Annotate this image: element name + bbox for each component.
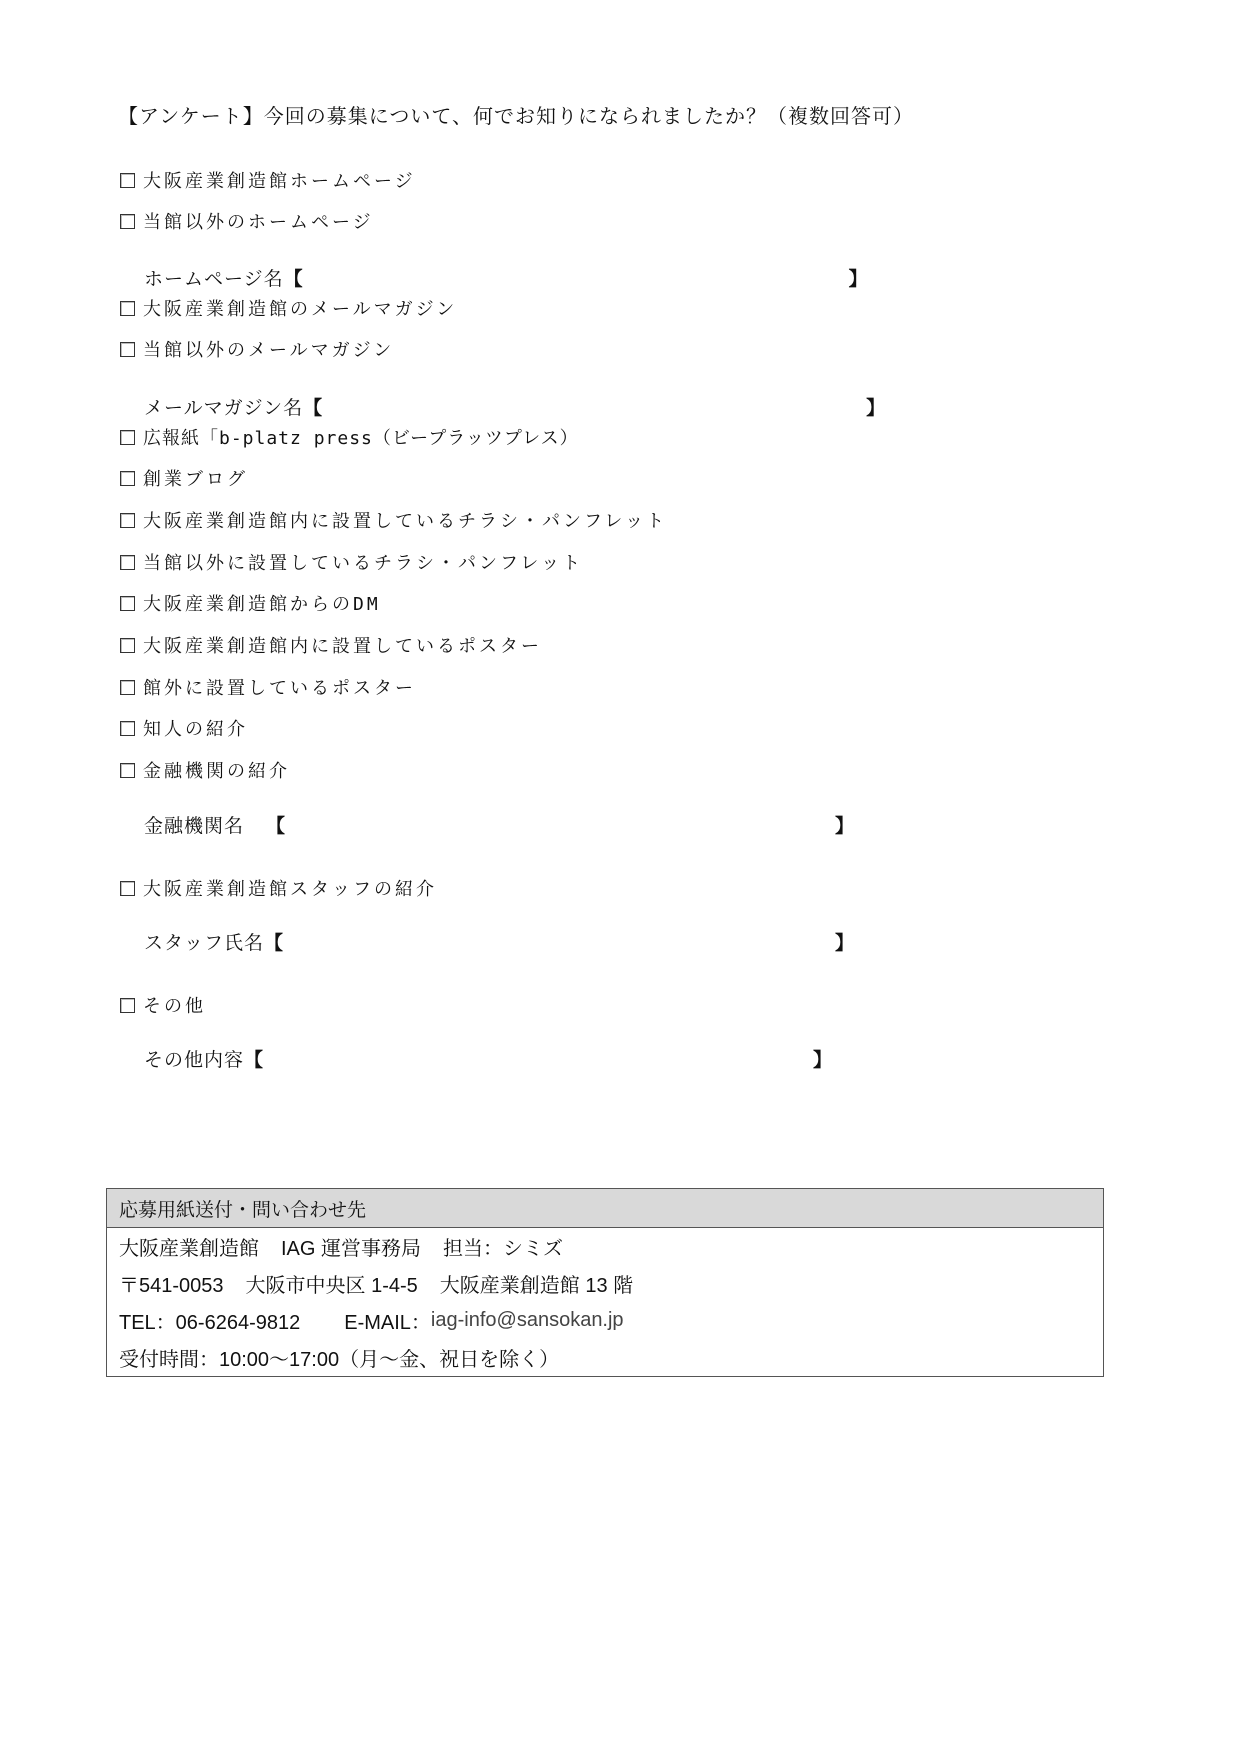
address: 大阪市中央区 1-4-5 [245, 1275, 418, 1297]
option-label: 大阪産業創造館内に設置しているポスター [143, 636, 542, 657]
option-label: 大阪産業創造館内に設置しているチラシ・パンフレット [143, 511, 668, 532]
checkbox[interactable] [120, 998, 135, 1013]
checkbox[interactable] [120, 342, 135, 357]
option-label: 知人の紹介 [143, 719, 248, 740]
other-content-input[interactable] [263, 1045, 813, 1071]
checkbox[interactable] [120, 638, 135, 653]
bracket-close: 】 [848, 267, 868, 290]
checkbox[interactable] [120, 680, 135, 695]
staff-name-input[interactable] [283, 928, 835, 954]
option-label: 大阪産業創造館スタッフの紹介 [143, 879, 437, 900]
tel: TEL：06-6264-9812 [119, 1312, 301, 1334]
bracket-open: 【 [264, 931, 284, 954]
option-sansokan-mailmag[interactable] [120, 295, 457, 321]
hours: 受付時間：10:00～17:00（月～金、祝日を除く） [119, 1349, 560, 1371]
office-name: IAG 運営事務局 [281, 1238, 422, 1260]
option-startup-blog[interactable] [120, 465, 248, 491]
bracket-open: 【 [303, 396, 323, 419]
contact-hours-line [107, 1339, 1103, 1376]
bracket-open: 【 [266, 814, 286, 837]
option-label: 当館以外のホームページ [143, 212, 374, 233]
option-flyer-outside[interactable] [120, 549, 583, 575]
option-label: 当館以外のメールマガジン [143, 340, 395, 361]
homepage-name-field [144, 263, 868, 291]
contact-address-line [107, 1265, 1103, 1302]
bracket-open: 【 [283, 267, 303, 290]
bracket-close: 】 [813, 1048, 833, 1071]
bracket-close: 】 [866, 396, 886, 419]
option-label: その他 [143, 996, 206, 1017]
option-other-homepage[interactable] [120, 208, 374, 234]
email-link[interactable]: iag-info@sansokan.jp [430, 1309, 624, 1331]
option-other-mailmag[interactable] [120, 336, 394, 362]
bracket-close: 】 [835, 931, 855, 954]
mailmag-name-label: メールマガジン名 [144, 396, 304, 419]
staff-name-field [144, 927, 854, 955]
bracket-close: 】 [835, 814, 855, 837]
postal-code: 〒541-0053 [119, 1275, 224, 1297]
bank-name-input[interactable] [285, 811, 835, 837]
contact-header: 応募用紙送付・問い合わせ先 [107, 1189, 1103, 1228]
option-label: 広報紙「b-platz press（ビープラッツプレス） [143, 428, 579, 449]
option-poster-inside[interactable] [120, 632, 542, 658]
mailmag-name-input[interactable] [322, 393, 866, 419]
other-content-field [144, 1044, 832, 1072]
option-poster-outside[interactable] [120, 674, 416, 700]
org-name: 大阪産業創造館 [119, 1238, 259, 1260]
checkbox[interactable] [120, 513, 135, 528]
option-dm[interactable] [120, 590, 381, 616]
checkbox[interactable] [120, 555, 135, 570]
survey-title: 【アンケート】今回の募集について、何でお知りになられましたか？（複数回答可） [118, 104, 914, 128]
staff-name-label: スタッフ氏名 [144, 931, 265, 954]
option-flyer-inside[interactable] [120, 507, 667, 533]
option-label: 当館以外に設置しているチラシ・パンフレット [143, 553, 584, 574]
option-staff[interactable] [120, 875, 437, 901]
contact-person: 担当：シミズ [443, 1238, 564, 1260]
homepage-name-label: ホームページ名 [144, 267, 284, 290]
option-label: 館外に設置しているポスター [143, 678, 416, 699]
option-label: 大阪産業創造館ホームページ [143, 171, 416, 192]
checkbox[interactable] [120, 214, 135, 229]
option-other[interactable] [120, 992, 206, 1018]
other-content-label: その他内容 [144, 1048, 245, 1071]
checkbox[interactable] [120, 301, 135, 316]
option-sansokan-homepage[interactable] [120, 167, 416, 193]
checkbox[interactable] [120, 763, 135, 778]
option-label: 大阪産業創造館からのDM [143, 594, 381, 615]
checkbox[interactable] [120, 173, 135, 188]
floor: 大阪産業創造館 13 階 [439, 1275, 634, 1297]
option-label: 金融機関の紹介 [143, 761, 290, 782]
option-acquaintance[interactable] [120, 715, 248, 741]
bank-name-label: 金融機関名 [144, 814, 245, 837]
option-bplatz-press[interactable] [120, 424, 579, 450]
mailmag-name-field [144, 392, 885, 420]
checkbox[interactable] [120, 721, 135, 736]
checkbox[interactable] [120, 596, 135, 611]
bank-name-field [144, 810, 854, 838]
option-label: 創業ブログ [143, 469, 248, 490]
bracket-open: 【 [244, 1048, 264, 1071]
homepage-name-input[interactable] [303, 264, 849, 290]
checkbox[interactable] [120, 430, 135, 445]
contact-phone-line [107, 1302, 1103, 1339]
option-bank[interactable] [120, 757, 290, 783]
email-label: E-MAIL： [344, 1312, 431, 1334]
contact-box [106, 1188, 1104, 1377]
checkbox[interactable] [120, 881, 135, 896]
option-label: 大阪産業創造館のメールマガジン [143, 299, 458, 320]
checkbox[interactable] [120, 471, 135, 486]
contact-org-line [107, 1228, 1103, 1265]
